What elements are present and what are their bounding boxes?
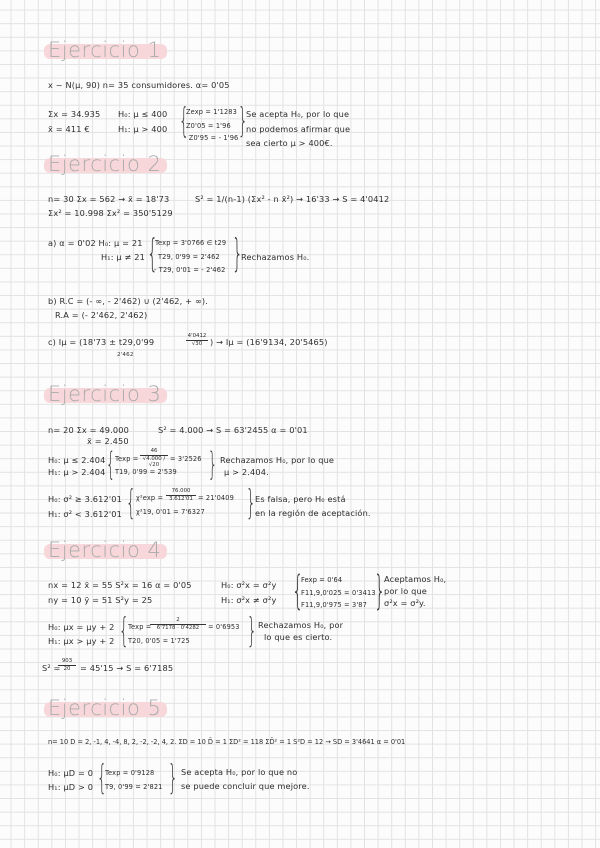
ex3-h1-mean: H₁: μ > 2.404 [48,467,106,477]
ex1-brace-2: } [238,101,248,141]
ex3-brace-2: } [208,445,218,483]
ex1-conclusion-3: sea cierto μ > 400€. [246,138,333,148]
ex4-t-critical: T20, 0'05 = 1'725 [128,637,190,645]
ex2-c-interval-result: ) → Iμ = (16'9134, 20'5465) [210,337,328,347]
ex3-conclusion-2: μ > 2.404. [224,467,269,477]
ex3-texp-fraction: $\frac{46}{√4.000 / √20}$ [140,448,168,469]
exercise-5-title: Ejercicio 5 [44,695,167,721]
ex2-variance: S² = 1/(n-1) (Σx² - n x̄²) → 16'33 → S = 4'0412 [195,194,390,204]
ex4-conclusion-5: lo que es cierto. [264,632,333,642]
ex1-h0: H₀: μ ≤ 400 [118,109,168,119]
ex1-h1: H₁: μ > 400 [118,124,168,134]
ex2-sum-sq: Σx² = 10.998 Σx² = 350'5129 [48,208,173,218]
ex4-conclusion-3: σ²x = σ²y. [384,598,426,608]
ex3-texp-label: Texp = [115,455,139,463]
ex2-brace-2: } [232,231,243,275]
ex4-h1-mean: H₁: μx > μy + 2 [48,636,115,646]
ex5-t-critical: T9, 0'99 = 2'821 [105,783,163,791]
exercise-3-title: Ejercicio 3 [44,381,167,407]
ex1-sum-x: Σx = 34.935 [48,109,101,119]
ex3-mean: x̄ = 2.450 [87,436,129,446]
ex4-texp-label: Texp = [128,623,152,631]
ex2-t-upper: T29, 0'99 = 2'462 [158,253,220,261]
ex2-b-rc: b) R.C = (- ∞, - 2'462) ∪ (2'462, + ∞). [48,296,209,306]
ex4-brace-2: } [374,568,386,614]
ex3-conclusion-3: Es falsa, pero H₀ está [255,494,346,504]
ex1-given: x ~ N(μ, 90) n= 35 consumidores. α= 0'05 [48,80,230,90]
ex4-y-stats: ny = 10 ȳ = 51 S²y = 25 [48,595,153,605]
ex4-pooled-result: = 45'15 → S = 6'7185 [80,663,174,673]
ex3-brace-4: } [246,483,256,523]
ex3-h1-var: H₁: σ² < 3.612'01 [48,509,122,519]
ex2-c-fraction: $\frac{4'0412}{√30}$ [187,333,207,347]
ex3-brace-3: { [126,483,136,523]
ex5-brace-2: } [168,758,178,798]
ex3-h0-mean: H₀: μ ≤ 2.404 [48,455,106,465]
ex4-h0-var: H₀: σ²x = σ²y [221,580,277,590]
ex4-texp-fraction: $\frac{2}{6'7178 \cdot 0'4282}$ [150,617,206,631]
ex3-n-sum: n= 20 Σx = 49.000 [48,425,129,435]
ex4-f-upper: F11,9,0'975 = 3'87 [301,601,367,609]
ex3-brace-1: { [106,445,116,483]
ex4-x-stats: nx = 12 x̄ = 55 S²x = 16 α = 0'05 [48,580,192,590]
ex1-zexp: Zexp = 1'1283 [186,108,238,116]
ex2-b-ra: R.A = (- 2'462, 2'462) [55,310,148,320]
ex4-h1-var: H₁: σ²x ≠ σ²y [221,595,277,605]
ex2-c-interval-start: c) Iμ = (18'73 ± t29,0'99 [48,337,155,347]
ex3-chi-label: χ²exp = [136,494,164,502]
ex1-z005: Z0'05 = 1'96 [186,122,231,130]
ex5-conclusion-1: Se acepta H₀, por lo que no [181,767,298,777]
ex5-brace-1: { [97,758,107,798]
ex4-conclusion-2: por lo que [384,586,427,596]
ex5-texp: Texp = 0'9128 [105,769,155,777]
ex1-conclusion-1: Se acepta H₀, por lo que [246,109,350,119]
ex2-a-h1: H₁: μ ≠ 21 [101,252,145,262]
ex2-a-conclusion: Rechazamos H₀. [241,252,310,262]
ex3-chi-critical: χ²19, 0'01 = 7'6327 [136,508,205,516]
ex4-brace-3: { [119,611,129,651]
ex3-conclusion-4: en la región de aceptación. [255,508,371,518]
ex4-conclusion-4: Rechazamos H₀, por [258,620,344,630]
ex1-brace-1: { [179,101,189,141]
ex3-t-critical: T19, 0'99 = 2'539 [115,468,177,476]
exercise-4-title: Ejercicio 4 [44,537,167,563]
ex4-texp-value: = 0'6953 [208,623,240,631]
ex2-c-t-value: 2'462 [117,352,134,358]
ex4-pooled-label: S² = [42,663,61,673]
ex2-brace-1: { [147,231,158,275]
ex4-brace-4: } [247,611,257,651]
ex2-n-mean: n= 30 Σx = 562 → x̄ = 18'73 [48,194,170,204]
ex4-f-lower: F11,9,0'025 = 0'3413 [301,589,376,597]
ex5-h1: H₁: μD > 0 [48,782,94,792]
ex2-a-h0: a) α = 0'02 H₀: μ = 21 [48,238,143,248]
ex4-brace-1: { [292,568,304,614]
ex4-conclusion-1: Aceptamos H₀, [384,574,447,584]
exercise-2-title: Ejercicio 2 [44,151,167,177]
ex1-mean: x̄ = 411 € [48,124,90,134]
ex3-h0-var: H₀: σ² ≥ 3.612'01 [48,494,122,504]
ex3-texp-value: = 3'2526 [170,455,202,463]
ex3-chi-value: = 21'0409 [198,494,234,502]
ex3-chi-fraction: $\frac{76.000}{3.612'01}$ [166,488,196,502]
ex4-fexp: Fexp = 0'64 [301,576,343,584]
ex5-conclusion-2: se puede concluir que mejore. [181,781,310,791]
ex5-h0: H₀: μD = 0 [48,768,94,778]
ex4-pooled-fraction: $\frac{903}{20}$ [58,658,76,672]
ex1-z095: - Z0'95 = - 1'96 [184,134,239,142]
ex4-h0-mean: H₀: μx = μy + 2 [48,622,115,632]
ex5-data: n= 10 D = 2, -1, 4, -4, 8, 2, -2, -2, 4, 2. ΣD = 10 D̄ = 1 ΣD² = 118 ΣD̄² = 1 S²D = 12 → SD = 3'4641 α = 0'01 [48,738,406,746]
ex3-variance: S² = 4.000 → S = 63'2455 α = 0'01 [158,425,308,435]
ex3-conclusion-1: Rechazamos H₀, por lo que [220,455,335,465]
exercise-1-title: Ejercicio 1 [44,37,167,63]
ex2-t-lower: - T29, 0'01 = - 2'462 [154,266,226,274]
ex2-texp: Texp = 3'0766 ∈ t29 [155,239,227,247]
ex1-conclusion-2: no podemos afirmar que [246,124,351,134]
